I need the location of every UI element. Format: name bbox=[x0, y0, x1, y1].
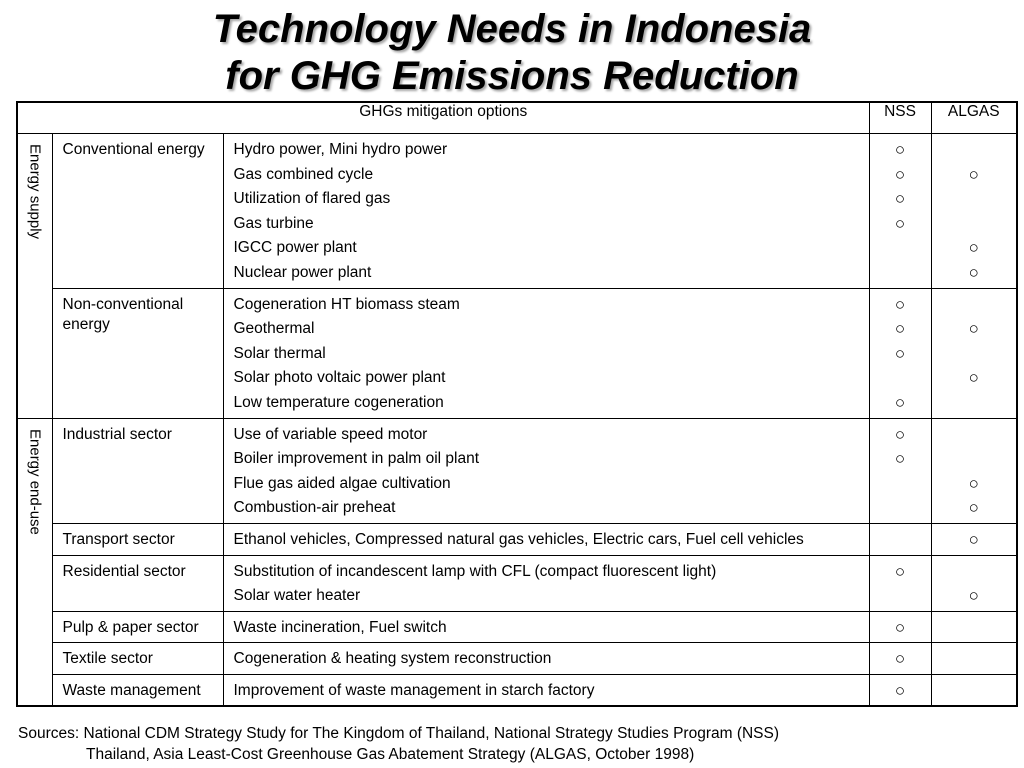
algas-mark: ○ bbox=[968, 238, 979, 258]
nss-mark: ○ bbox=[894, 649, 906, 669]
mitigation-option: Low temperature cogeneration bbox=[233, 393, 444, 411]
algas-marks-cell bbox=[931, 134, 1017, 289]
options-cell bbox=[223, 674, 869, 706]
algas-marks-cell bbox=[931, 674, 1017, 706]
slide-title bbox=[0, 6, 1024, 100]
sector-row bbox=[17, 611, 1017, 643]
algas-mark bbox=[932, 138, 1017, 163]
algas-mark bbox=[932, 616, 1017, 641]
mitigation-option: Use of variable speed motor bbox=[233, 425, 428, 443]
sector-name: Waste management bbox=[52, 674, 223, 706]
mitigation-option: Solar photo voltaic power plant bbox=[233, 369, 446, 387]
algas-mark bbox=[932, 293, 1017, 318]
sources-line-2: Thailand, Asia Least-Cost Greenhouse Gas Abatement Strategy (ALGAS, October 1998) bbox=[86, 746, 695, 763]
algas-marks-cell bbox=[931, 611, 1017, 643]
options-cell bbox=[223, 523, 869, 555]
sector-name: Residential sector bbox=[52, 555, 223, 611]
options-cell bbox=[223, 288, 869, 418]
options-cell bbox=[223, 643, 869, 675]
algas-marks-cell bbox=[931, 643, 1017, 675]
group-cell bbox=[17, 134, 52, 419]
algas-mark bbox=[932, 679, 1017, 704]
algas-marks-cell bbox=[931, 523, 1017, 555]
sector-name: Industrial sector bbox=[52, 418, 223, 523]
mitigation-option: IGCC power plant bbox=[233, 239, 357, 257]
nss-marks-cell bbox=[869, 611, 931, 643]
nss-mark bbox=[870, 584, 931, 609]
nss-marks-cell bbox=[869, 523, 931, 555]
algas-mark: ○ bbox=[968, 529, 979, 549]
nss-mark: ○ bbox=[894, 189, 906, 209]
nss-mark: ○ bbox=[894, 424, 906, 444]
mitigation-option: Solar water heater bbox=[233, 587, 361, 605]
sector-name: Conventional energy bbox=[52, 134, 223, 289]
nss-mark bbox=[870, 472, 931, 497]
algas-mark: ○ bbox=[968, 164, 979, 184]
nss-mark: ○ bbox=[894, 319, 906, 339]
algas-mark bbox=[932, 560, 1017, 585]
sector-row bbox=[17, 288, 1017, 418]
options-cell bbox=[223, 418, 869, 523]
mitigation-option: Gas combined cycle bbox=[233, 165, 374, 183]
nss-marks-cell bbox=[869, 555, 931, 611]
mitigation-option: Substitution of incandescent lamp with CFL (compact fluorescent light) bbox=[233, 562, 717, 580]
sector-row bbox=[17, 555, 1017, 611]
nss-mark: ○ bbox=[894, 294, 906, 314]
algas-mark: ○ bbox=[968, 319, 979, 339]
mitigation-option: Cogeneration HT biomass steam bbox=[233, 295, 460, 313]
algas-marks-cell bbox=[931, 418, 1017, 523]
mitigation-options-table bbox=[16, 101, 1018, 707]
nss-mark: ○ bbox=[894, 213, 906, 233]
header-options: GHGs mitigation options bbox=[17, 102, 869, 134]
sector-row bbox=[17, 674, 1017, 706]
algas-mark bbox=[932, 423, 1017, 448]
algas-mark bbox=[932, 391, 1017, 416]
algas-marks-cell bbox=[931, 555, 1017, 611]
nss-marks-cell bbox=[869, 134, 931, 289]
nss-mark: ○ bbox=[894, 449, 906, 469]
nss-mark: ○ bbox=[894, 680, 906, 700]
nss-mark bbox=[870, 528, 931, 553]
title-line-2: for GHG Emissions Reduction bbox=[225, 54, 799, 98]
sector-row bbox=[17, 643, 1017, 675]
algas-mark bbox=[932, 342, 1017, 367]
group-label: Energy end-use bbox=[26, 428, 44, 535]
algas-mark: ○ bbox=[968, 473, 979, 493]
header-row bbox=[17, 102, 1017, 134]
sector-row bbox=[17, 418, 1017, 523]
mitigation-option: Cogeneration & heating system reconstruction bbox=[233, 650, 552, 668]
algas-mark bbox=[932, 212, 1017, 237]
algas-mark: ○ bbox=[968, 262, 979, 282]
mitigation-option: Waste incineration, Fuel switch bbox=[233, 618, 447, 636]
nss-mark: ○ bbox=[894, 164, 906, 184]
algas-mark bbox=[932, 187, 1017, 212]
algas-mark bbox=[932, 447, 1017, 472]
nss-mark bbox=[870, 236, 931, 261]
options-cell bbox=[223, 555, 869, 611]
mitigation-option: Flue gas aided algae cultivation bbox=[233, 474, 451, 492]
mitigation-option: Combustion-air preheat bbox=[233, 499, 396, 517]
nss-mark: ○ bbox=[894, 392, 906, 412]
group-label: Energy supply bbox=[26, 144, 44, 240]
nss-marks-cell bbox=[869, 418, 931, 523]
header-algas: ALGAS bbox=[931, 102, 1017, 134]
mitigation-option: Solar thermal bbox=[233, 344, 326, 362]
nss-mark bbox=[870, 366, 931, 391]
sector-row bbox=[17, 134, 1017, 289]
algas-marks-cell bbox=[931, 288, 1017, 418]
mitigation-option: Improvement of waste management in starch factory bbox=[233, 681, 595, 699]
nss-mark bbox=[870, 261, 931, 286]
sector-name: Textile sector bbox=[52, 643, 223, 675]
nss-mark: ○ bbox=[894, 140, 906, 159]
nss-mark: ○ bbox=[894, 617, 906, 637]
mitigation-option: Gas turbine bbox=[233, 214, 314, 232]
algas-mark: ○ bbox=[968, 368, 979, 388]
sector-name: Non-conventional energy bbox=[52, 288, 223, 418]
algas-mark: ○ bbox=[968, 586, 979, 606]
header-nss: NSS bbox=[869, 102, 931, 134]
nss-mark bbox=[870, 496, 931, 521]
nss-marks-cell bbox=[869, 674, 931, 706]
nss-mark: ○ bbox=[894, 343, 906, 363]
algas-mark bbox=[932, 647, 1017, 672]
options-cell bbox=[223, 134, 869, 289]
sector-row bbox=[17, 523, 1017, 555]
mitigation-option: Ethanol vehicles, Compressed natural gas vehicles, Electric cars, Fuel cell vehicles bbox=[233, 530, 804, 548]
mitigation-option: Nuclear power plant bbox=[233, 263, 372, 281]
mitigation-option: Boiler improvement in palm oil plant bbox=[233, 450, 480, 468]
algas-mark: ○ bbox=[968, 498, 979, 518]
sector-name: Transport sector bbox=[52, 523, 223, 555]
mitigation-option: Geothermal bbox=[233, 320, 315, 338]
mitigation-option: Utilization of flared gas bbox=[233, 190, 391, 208]
mitigation-option: Hydro power, Mini hydro power bbox=[233, 141, 448, 158]
nss-marks-cell bbox=[869, 288, 931, 418]
sector-name: Pulp & paper sector bbox=[52, 611, 223, 643]
title-line-1: Technology Needs in Indonesia bbox=[212, 7, 812, 51]
group-cell bbox=[17, 418, 52, 706]
options-cell bbox=[223, 611, 869, 643]
sources-note bbox=[18, 723, 779, 765]
nss-marks-cell bbox=[869, 643, 931, 675]
nss-mark: ○ bbox=[894, 561, 906, 581]
sources-line-1: Sources: National CDM Strategy Study for The Kingdom of Thailand, National Strategy Studies Program (NSS) bbox=[18, 725, 780, 742]
